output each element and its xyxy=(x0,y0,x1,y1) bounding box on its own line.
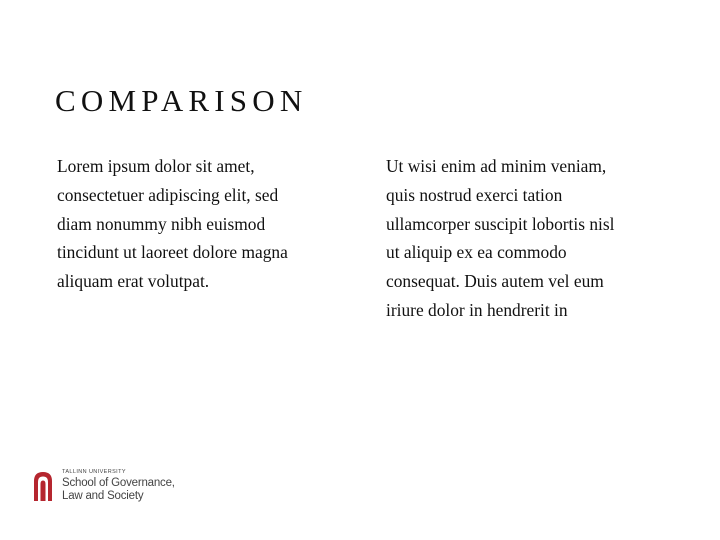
slide-title: COMPARISON xyxy=(55,83,308,118)
logo-text xyxy=(62,468,175,503)
left-text-line: diam nonummy nibh euismod xyxy=(57,213,266,234)
right-text-line: consequat. Duis autem vel eum xyxy=(386,271,604,292)
left-text-line: consectetuer adipiscing elit, sed xyxy=(57,184,279,205)
left-text-line: tincidunt ut laoreet dolore magna xyxy=(57,242,288,263)
school-logo xyxy=(32,468,192,514)
university-arch-icon xyxy=(32,470,54,502)
right-text-line: ut aliquip ex ea commodo xyxy=(386,242,567,263)
left-text-line: aliquam erat volutpat. xyxy=(57,271,210,292)
right-text-column xyxy=(386,152,686,325)
logo-university-name: TALLINN UNIVERSITY xyxy=(62,469,126,475)
left-text-line: Lorem ipsum dolor sit amet, xyxy=(57,156,255,176)
left-text-column xyxy=(57,152,347,296)
logo-school-name-line2: Law and Society xyxy=(62,490,144,502)
logo-school-name-line1: School of Governance, xyxy=(62,477,175,489)
right-text-line: Ut wisi enim ad minim veniam, xyxy=(386,156,607,176)
right-text-line: quis nostrud exerci tation xyxy=(386,184,563,205)
right-text-line: iriure dolor in hendrerit in xyxy=(386,299,568,320)
right-text-line: ullamcorper suscipit lobortis nisl xyxy=(386,213,615,234)
